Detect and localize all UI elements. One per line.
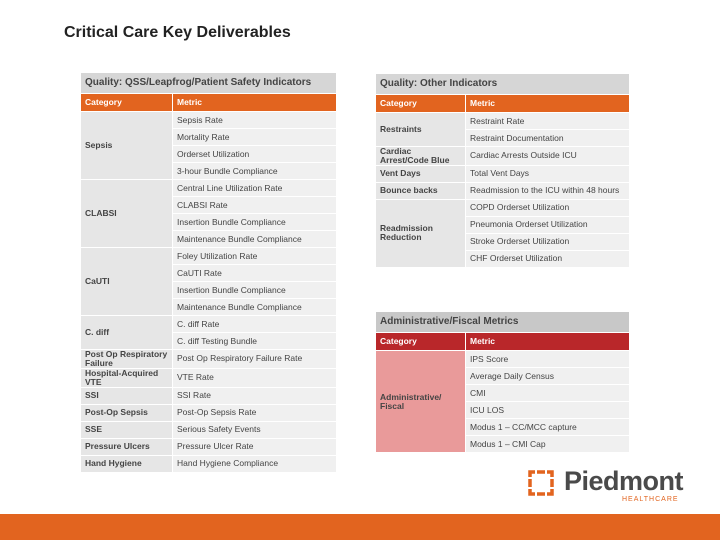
metric-cell: Orderset Utilization (173, 146, 337, 163)
metric-cell: C. diff Testing Bundle (173, 333, 337, 350)
metric-cell: Pneumonia Orderset Utilization (466, 216, 630, 233)
table-row (81, 248, 337, 265)
table-row (376, 113, 630, 130)
category-cell: Hospital-Acquired VTE (81, 368, 173, 387)
metric-cell: Modus 1 – CMI Cap (466, 436, 630, 453)
table-title: Administrative/Fiscal Metrics (376, 312, 630, 333)
category-cell: SSE (81, 421, 173, 438)
table-row (81, 368, 337, 387)
metric-cell: COPD Orderset Utilization (466, 199, 630, 216)
metric-cell: Serious Safety Events (173, 421, 337, 438)
table-row (81, 421, 337, 438)
metric-cell: Foley Utilization Rate (173, 248, 337, 265)
metric-header: Metric (466, 333, 630, 351)
category-cell: Readmission Reduction (376, 199, 466, 267)
metric-cell: C. diff Rate (173, 316, 337, 333)
category-cell: SSI (81, 387, 173, 404)
metric-cell: Pressure Ulcer Rate (173, 438, 337, 455)
piedmont-logo-icon (526, 468, 556, 498)
table-row (376, 147, 630, 166)
metric-cell: Restraint Documentation (466, 130, 630, 147)
table-row (81, 316, 337, 333)
category-cell: Post-Op Sepsis (81, 404, 173, 421)
metric-cell: Hand Hygiene Compliance (173, 455, 337, 472)
category-cell: Bounce backs (376, 182, 466, 199)
metric-cell: Central Line Utilization Rate (173, 180, 337, 197)
category-header: Category (376, 333, 466, 351)
metric-cell: Cardiac Arrests Outside ICU (466, 147, 630, 166)
admin-fiscal-table (375, 311, 630, 453)
metric-cell: IPS Score (466, 351, 630, 368)
metric-cell: Insertion Bundle Compliance (173, 214, 337, 231)
table-title: Quality: QSS/Leapfrog/Patient Safety Indicators (81, 73, 337, 94)
category-cell: CaUTI (81, 248, 173, 316)
category-cell: Pressure Ulcers (81, 438, 173, 455)
metric-cell: Post-Op Sepsis Rate (173, 404, 337, 421)
category-cell: Hand Hygiene (81, 455, 173, 472)
metric-cell: Post Op Respiratory Failure Rate (173, 350, 337, 369)
metric-cell: Sepsis Rate (173, 112, 337, 129)
metric-cell: CaUTI Rate (173, 265, 337, 282)
logo-name: Piedmont (564, 466, 684, 496)
metric-cell: Total Vent Days (466, 165, 630, 182)
table-row (376, 351, 630, 368)
category-cell: CLABSI (81, 180, 173, 248)
table-row (81, 180, 337, 197)
table-row (81, 404, 337, 421)
metric-cell: Readmission to the ICU within 48 hours (466, 182, 630, 199)
metric-cell: ICU LOS (466, 402, 630, 419)
category-header: Category (376, 95, 466, 113)
metric-cell: CLABSI Rate (173, 197, 337, 214)
metric-cell: Modus 1 – CC/MCC capture (466, 419, 630, 436)
metric-cell: VTE Rate (173, 368, 337, 387)
metric-cell: SSI Rate (173, 387, 337, 404)
quality-indicators-table (80, 72, 337, 473)
metric-cell: Mortality Rate (173, 129, 337, 146)
table-row (81, 438, 337, 455)
metric-cell: Insertion Bundle Compliance (173, 282, 337, 299)
metric-header: Metric (173, 94, 337, 112)
category-cell: C. diff (81, 316, 173, 350)
other-indicators-table (375, 73, 630, 268)
metric-cell: CHF Orderset Utilization (466, 250, 630, 267)
metric-cell: CMI (466, 385, 630, 402)
logo-subtitle: HEALTHCARE (622, 496, 679, 503)
metric-cell: Average Daily Census (466, 368, 630, 385)
table-row (81, 350, 337, 369)
table-title: Quality: Other Indicators (376, 74, 630, 95)
category-cell: Sepsis (81, 112, 173, 180)
category-cell: Cardiac Arrest/Code Blue (376, 147, 466, 166)
category-cell: Post Op Respiratory Failure (81, 350, 173, 369)
category-cell: Administrative/ Fiscal (376, 351, 466, 453)
page-title: Critical Care Key Deliverables (64, 24, 291, 41)
metric-cell: 3-hour Bundle Compliance (173, 163, 337, 180)
category-cell: Restraints (376, 113, 466, 147)
metric-cell: Maintenance Bundle Compliance (173, 231, 337, 248)
metric-cell: Restraint Rate (466, 113, 630, 130)
table-row (81, 387, 337, 404)
category-header: Category (81, 94, 173, 112)
category-cell: Vent Days (376, 165, 466, 182)
metric-cell: Maintenance Bundle Compliance (173, 299, 337, 316)
metric-cell: Stroke Orderset Utilization (466, 233, 630, 250)
piedmont-logo (526, 466, 686, 510)
table-row (376, 182, 630, 199)
footer-bar (0, 514, 720, 540)
table-row (81, 455, 337, 472)
table-row (81, 112, 337, 129)
metric-header: Metric (466, 95, 630, 113)
table-row (376, 165, 630, 182)
table-row (376, 199, 630, 216)
